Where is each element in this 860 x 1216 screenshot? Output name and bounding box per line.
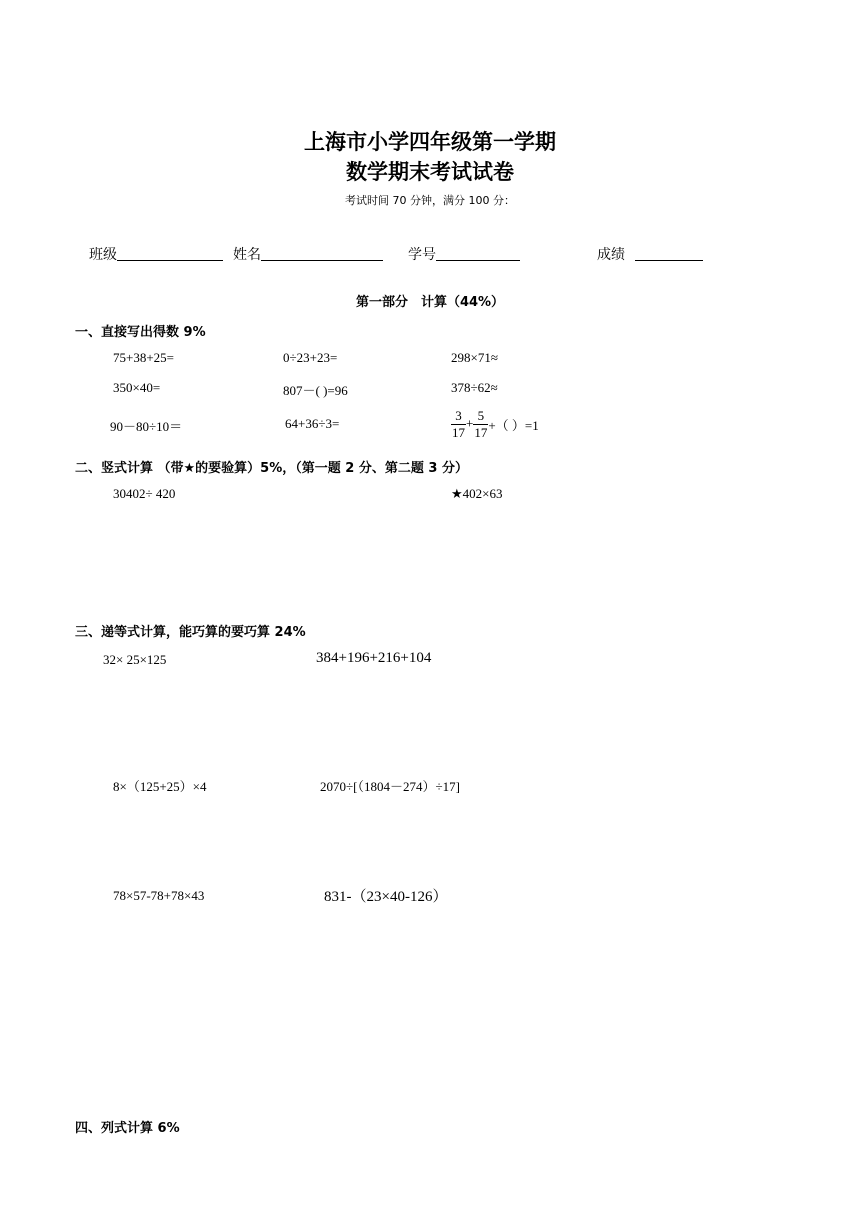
step-calc-item: 8×（125+25）×4	[113, 779, 207, 794]
score-field	[597, 244, 703, 264]
section3-title: 三、递等式计算，能巧算的要巧算 24%	[75, 625, 306, 640]
page-title-line2: 数学期末考试试卷	[346, 160, 514, 184]
page-title-line1: 上海市小学四年级第一学期	[304, 130, 556, 154]
section2-title: 二、竖式计算 （带★的要验算）5%，（第一题 2 分、第二题 3 分）	[75, 461, 468, 476]
mental-math-item: 350×40=	[113, 380, 161, 395]
class-field	[89, 244, 223, 264]
mental-math-item: 298×71≈	[451, 350, 498, 365]
id-label: 学号	[408, 247, 436, 263]
section4-title: 四、列式计算 6%	[75, 1121, 180, 1136]
plus-operator: +	[466, 415, 474, 431]
fraction-2	[473, 408, 488, 441]
part1-title: 第一部分 计算（44%）	[355, 295, 505, 310]
mental-math-item: 0÷23+23=	[283, 350, 338, 365]
name-blank[interactable]	[261, 246, 383, 261]
mental-math-item: 378÷62≈	[451, 380, 498, 395]
class-label: 班级	[89, 247, 117, 263]
vertical-calc-item: 30402÷ 420	[113, 486, 176, 501]
exam-subtitle: 考试时间 70 分钟，满分 100 分：	[345, 194, 515, 207]
step-calc-item: 78×57-78+78×43	[113, 888, 205, 903]
denominator: 17	[452, 425, 465, 440]
id-field	[408, 244, 520, 264]
step-calc-item: 32× 25×125	[103, 652, 167, 667]
step-calc-item: 831-（23×40-126）	[324, 889, 448, 905]
numerator: 5	[477, 408, 485, 423]
score-blank[interactable]	[635, 246, 703, 261]
mental-math-item: 807－( )=96	[283, 383, 348, 398]
fraction-1	[451, 408, 466, 441]
score-label: 成绩	[597, 247, 625, 263]
step-calc-item: 2070÷[（1804－274）÷17]	[320, 779, 460, 794]
fraction-item	[451, 408, 539, 441]
class-blank[interactable]	[117, 246, 223, 261]
name-field	[233, 244, 383, 264]
name-label: 姓名	[233, 247, 261, 263]
mental-math-item: 90－80÷10＝	[110, 419, 183, 434]
id-blank[interactable]	[436, 246, 520, 261]
fraction-rest: +（ ）=1	[488, 418, 539, 433]
vertical-calc-item: ★402×63	[451, 486, 503, 501]
mental-math-item: 64+36÷3=	[285, 416, 340, 431]
numerator: 3	[455, 408, 462, 423]
step-calc-item: 384+196+216+104	[316, 650, 432, 666]
denominator: 17	[474, 425, 488, 440]
section1-title: 一、直接写出得数 9%	[75, 325, 206, 340]
mental-math-item: 75+38+25=	[113, 350, 174, 365]
